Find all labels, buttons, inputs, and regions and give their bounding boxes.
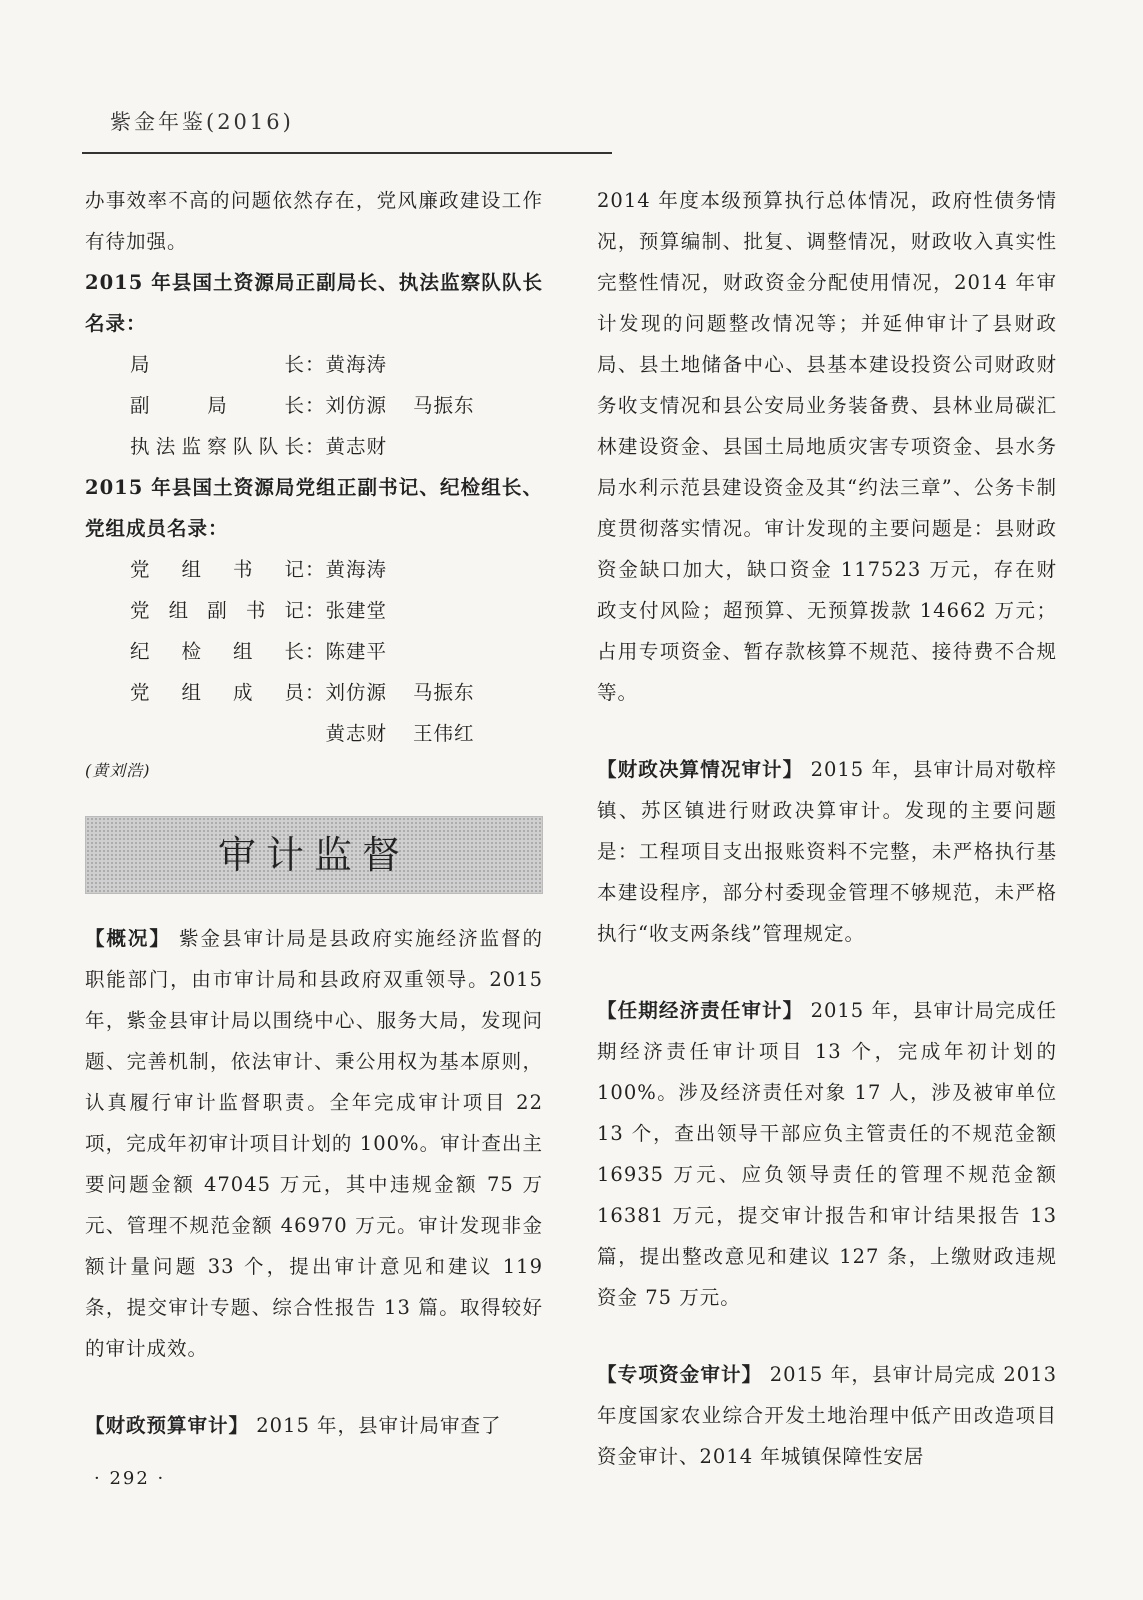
final-account-body: 2015 年，县审计局对敬梓镇、苏区镇进行财政决算审计。发现的主要问题是：工程项目支出报账资料不完整，未严格执行基本建设程序，部分村委现金管理不够规范，未严格执行“收支两条线”管理规定。 bbox=[597, 758, 1057, 945]
budget-body: 2015 年，县审计局审查了 bbox=[256, 1414, 502, 1437]
list-item: 纪检组长 ： 陈建平 bbox=[85, 631, 543, 672]
role-label: 党组副书记 bbox=[130, 599, 305, 622]
intro-paragraph: 办事效率不高的问题依然存在，党风廉政建设工作有待加强。 bbox=[85, 189, 543, 253]
person-name: 张建堂 bbox=[325, 599, 388, 622]
role-label: 党组成员 bbox=[130, 681, 305, 704]
list-item: 副局长 ： 刘仿源 马振东 bbox=[85, 385, 543, 426]
role-label: 局长 bbox=[130, 353, 305, 376]
budget-paragraph bbox=[85, 1405, 543, 1446]
role-label: 执法监察队队长 bbox=[130, 435, 305, 458]
list-item bbox=[85, 713, 543, 754]
author-credit: (黄刘浩) bbox=[85, 761, 151, 780]
person-name: 黄海涛 bbox=[325, 353, 388, 376]
left-column bbox=[85, 180, 543, 1446]
section-title: 审计监督 bbox=[217, 832, 410, 877]
term-audit-body: 2015 年，县审计局完成任期经济责任审计项目 13 个，完成年初计划的 100%。涉及经济责任对象 17 人，涉及被审单位 13 个，查出领导干部应负主管责任的不规范金额 16935 万元、应负领导责任的管理不规范金额 16381 万元，提交审计报告和审计结果报告 13 篇，提出整改意见和建议 127 条，上缴财政违规资金 75 万元。 bbox=[597, 999, 1057, 1309]
page-number: · 292 · bbox=[94, 1468, 166, 1489]
term-audit-paragraph bbox=[597, 990, 1057, 1318]
header-title: 紫金年鉴(2016) bbox=[110, 110, 294, 134]
person-name: 马振东 bbox=[413, 681, 475, 704]
list2-title: 2015 年县国土资源局党组正副书记、纪检组长、党组成员名录： bbox=[85, 476, 543, 540]
person-name: 刘仿源 bbox=[325, 681, 388, 704]
header-rule bbox=[82, 152, 612, 154]
budget-head: 【财政预算审计】 bbox=[85, 1414, 250, 1437]
special-fund-body: 2015 年，县审计局完成 2013 年度国家农业综合开发土地治理中低产田改造项目资金审计、2014 年城镇保障性安居 bbox=[597, 1363, 1057, 1468]
term-audit-head: 【任期经济责任审计】 bbox=[597, 999, 804, 1022]
person-name: 黄海涛 bbox=[325, 558, 388, 581]
list1-title: 2015 年县国土资源局正副局长、执法监察队队长名录： bbox=[85, 271, 543, 335]
special-fund-head: 【专项资金审计】 bbox=[597, 1363, 763, 1386]
person-name: 黄志财 bbox=[325, 722, 388, 745]
person-name: 陈建平 bbox=[325, 640, 388, 663]
overview-head: 【概况】 bbox=[85, 927, 171, 950]
list-item: 局长 ： 黄海涛 bbox=[85, 344, 543, 385]
person-name: 马振东 bbox=[413, 394, 475, 417]
list-item: 党组书记 ： 黄海涛 bbox=[85, 549, 543, 590]
list-item: 党组成员 ： 刘仿源 马振东 bbox=[85, 672, 543, 713]
final-account-head: 【财政决算情况审计】 bbox=[597, 758, 804, 781]
list-item: 党组副书记 ： 张建堂 bbox=[85, 590, 543, 631]
special-fund-paragraph bbox=[597, 1354, 1057, 1477]
role-label: 副局长 bbox=[130, 394, 305, 417]
section-heading-box bbox=[85, 816, 543, 894]
list1 bbox=[85, 344, 543, 467]
person-name: 刘仿源 bbox=[325, 394, 388, 417]
overview-body: 紫金县审计局是县政府实施经济监督的职能部门，由市审计局和县政府双重领导。2015 年，紫金县审计局以围绕中心、服务大局，发现问题、完善机制，依法审计、秉公用权为基本原则，认真履行审计监督职责。全年完成审计项目 22 项，完成年初审计项目计划的 100%。审计查出主要问题金额 47045 万元，其中违规金额 75 万元、管理不规范金额 46970 万元。审计发现非金额计量问题 33 个，提出审计意见和建议 119 条，提交审计专题、综合性报告 13 篇。取得较好的审计成效。 bbox=[85, 927, 543, 1360]
right-column bbox=[597, 180, 1057, 1477]
person-name: 王伟红 bbox=[413, 722, 475, 745]
list2 bbox=[85, 549, 543, 754]
person-name: 黄志财 bbox=[325, 435, 388, 458]
list-item: 执法监察队队长 ： 黄志财 bbox=[85, 426, 543, 467]
final-account-paragraph bbox=[597, 749, 1057, 954]
role-label: 纪检组长 bbox=[130, 640, 305, 663]
budget-continuation: 2014 年度本级预算执行总体情况，政府性债务情况，预算编制、批复、调整情况，财政收入真实性完整性情况，财政资金分配使用情况，2014 年审计发现的问题整改情况等；并延伸审计了县财政局、县土地储备中心、县基本建设投资公司财政财务收支情况和县公安局业务装备费、县林业局碳汇林建设资金、县国土局地质灾害专项资金、县水务局水利示范县建设资金及其“约法三章”、公务卡制度贯彻落实情况。审计发现的主要问题是：县财政资金缺口加大，缺口资金 117523 万元，存在财政支付风险；超预算、无预算拨款 14662 万元；占用专项资金、暂存款核算不规范、接待费不合规等。 bbox=[597, 189, 1057, 704]
overview-paragraph bbox=[85, 918, 543, 1369]
role-label: 党组书记 bbox=[130, 558, 305, 581]
